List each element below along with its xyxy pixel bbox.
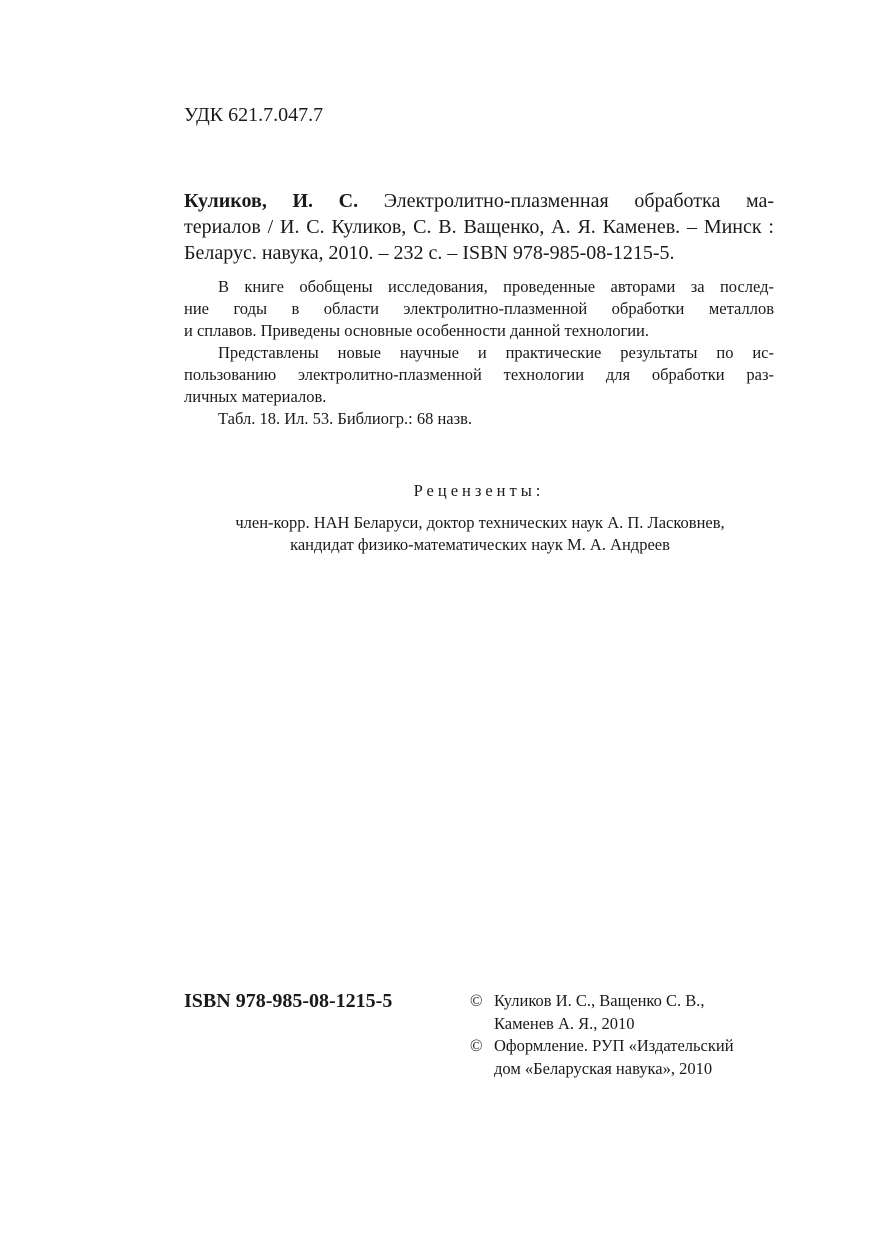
biblio-line-2: териалов / И. С. Куликов, С. В. Ващенко, А. Я. Каменев. – Минск : [184,216,774,238]
bibliographic-record [184,188,774,266]
copyright-icon: © [470,1036,483,1055]
annotation-p1-line-2: ние годы в области электролитно-плазменной обработки металлов [184,299,774,318]
annotation-p2-line-1: Представлены новые научные и практические результаты по ис- [218,343,774,362]
copyright-entry-2 [470,1035,790,1058]
author-name: Куликов, И. С. [184,190,359,212]
biblio-line-3: Беларус. навука, 2010. – 232 с. – ISBN 978-985-08-1215-5. [184,242,675,264]
annotation-p2-line-2: пользованию электролитно-плазменной технологии для обработки раз- [184,365,774,384]
copyright-entry-1 [470,990,790,1013]
annotation-p1-line-1: В книге обобщены исследования, проведенные авторами за послед- [218,277,774,296]
udk-code: УДК 621.7.047.7 [184,104,324,126]
copyright-entry-2-line-1: Оформление. РУП «Издательский [494,1036,734,1055]
copyright-entry-1-line-1: Куликов И. С., Ващенко С. В., [494,991,705,1010]
title-start: Электролитно-плазменная обработка ма- [383,190,775,212]
isbn-number: ISBN 978-985-08-1215-5 [184,990,393,1012]
reviewers-heading: Рецензенты: [413,481,545,500]
annotation-stats: Табл. 18. Ил. 53. Библиогр.: 68 назв. [218,409,473,428]
annotation [184,276,774,430]
copyright-icon: © [470,991,483,1010]
annotation-p2-line-3: личных материалов. [184,387,327,406]
copyright-entry-2-line-2: дом «Беларуская навука», 2010 [494,1058,713,1078]
reviewers-list [160,512,800,556]
biblio-line-1 [184,188,774,214]
reviewer-1: член-корр. НАН Беларуси, доктор технических наук А. П. Ласковнев, [235,513,725,532]
reviewer-2: кандидат физико-математических наук М. А. Андреев [290,535,670,554]
copyright-entry-1-line-2: Каменев А. Я., 2010 [494,1013,635,1033]
annotation-p1-line-3: и сплавов. Приведены основные особенности данной технологии. [184,321,650,340]
copyright-block [470,990,790,1080]
